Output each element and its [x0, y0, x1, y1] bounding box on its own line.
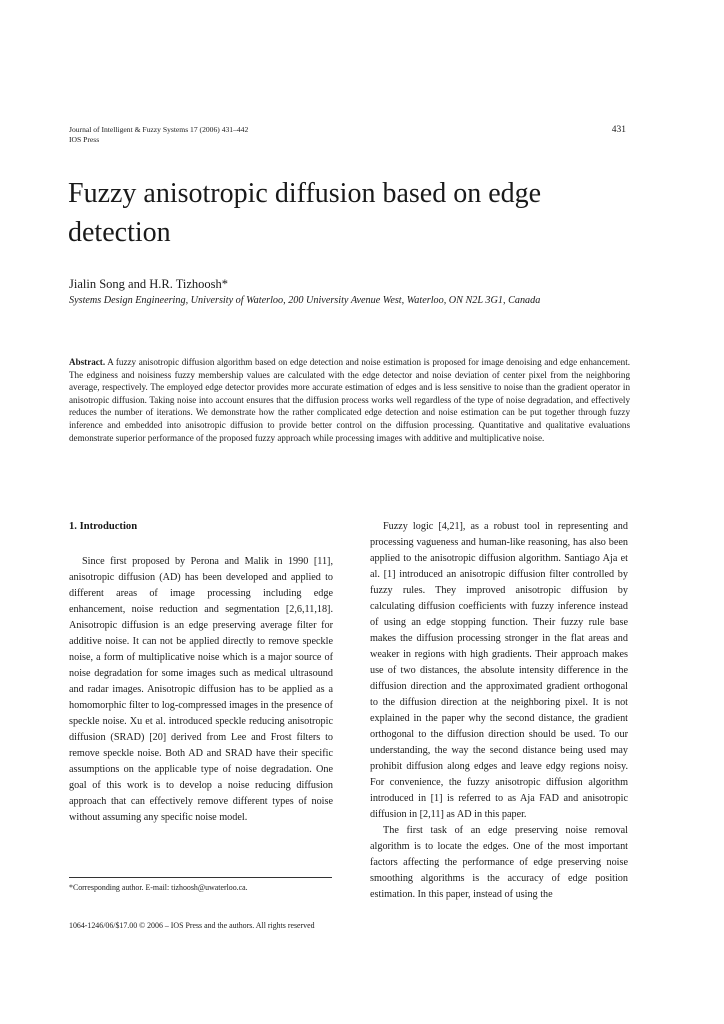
journal-header [69, 125, 248, 145]
publisher-name: IOS Press [69, 135, 100, 144]
copyright-notice: 1064-1246/06/$17.00 © 2006 – IOS Press and the authors. All rights reserved [69, 921, 315, 930]
abstract [69, 356, 630, 444]
paper-title: Fuzzy anisotropic diffusion based on edge detection [68, 178, 542, 248]
paragraph: The first task of an edge preserving noise removal algorithm is to locate the edges. One of the most important factors affecting the performance of edge preserving noise smoothing algorithms is the accuracy of edge position estimation. In this paper, instead of using the [370, 825, 628, 900]
footnote: *Corresponding author. E-mail: tizhoosh@uwaterloo.ca. [69, 883, 248, 892]
right-column [370, 519, 628, 903]
abstract-label: Abstract. [69, 357, 106, 367]
section-heading: 1. Introduction [69, 521, 138, 532]
author-affiliation: Systems Design Engineering, University of Waterloo, 200 University Avenue West, Waterloo, ON N2L 3G1, Canada [69, 295, 541, 306]
author-list: Jialin Song and H.R. Tizhoosh* [69, 277, 229, 291]
paragraph: Fuzzy logic [4,21], as a robust tool in representing and processing vagueness and human-like reasoning, has also been applied to the anisotropic diffusion algorithm. Santiago Aja et al. [1] introduced an anisotropic diffusion filter controlled by fuzzy rules. They improved anisotropic diffusion by calculating diffusion coefficients with fuzzy inference instead of using an edge stopping function. Their fuzzy rule base makes the diffusion processing stronger in the flat areas and weaker in regions with high gradients. Their approach makes use of two distances, the absolute intensity difference in the diffusion direction and the approximated gradient orthogonal to the diffusion direction at the neighboring pixel. It is not explained in the paper why the second distance, the gradient orthogonal to the diffusion direction should be used. To our understanding, the way the second distance being used may prohibit diffusion along edges and leave edgy regions noisy. For convenience, the fuzzy anisotropic diffusion algorithm introduced in [1] is referred to as Aja FAD and anisotropic diffusion in [2,11] as AD in this paper. [370, 521, 628, 820]
left-column [69, 554, 333, 826]
journal-citation: Journal of Intelligent & Fuzzy Systems 17 (2006) 431–442 [69, 125, 249, 134]
page-number: 431 [611, 125, 626, 135]
abstract-text: A fuzzy anisotropic diffusion algorithm based on edge detection and noise estimation is proposed for image denoising and edge enhancement. The edginess and noisiness fuzzy membership values are calculated with the edge detector and noise deviation of center pixel from the neighboring average, respectively. The employed edge detector provides more accurate estimation of edges and is less sensitive to noise than the gradient operator in anisotropic diffusion. Taking noise into account ensures that the diffusion process works well regardless of the type of noise degradation, and effectively reduces the number of iterations. We demonstrate how the rather complicated edge detection and noise estimation can be put together through fuzzy inference and embedded into anisotropic diffusion to provide better control on the diffusion processing. Quantitative and qualitative evaluations demonstrate superior performance of the proposed fuzzy approach while processing images with additive and multiplicative noise. [69, 357, 630, 443]
footnote-divider [69, 877, 332, 878]
paragraph: Since first proposed by Perona and Malik in 1990 [11], anisotropic diffusion (AD) has been developed and applied to different areas of image processing including edge enhancement, noise reduction and segmentation [2,6,11,18]. Anisotropic diffusion is an edge preserving average filter for additive noise. It can not be applied directly to remove speckle noise, a form of multiplicative noise which is a major source of noise degradation for some images such as medical ultrasound and radar images. Anisotropic diffusion has to be applied as a homomorphic filter to log-compressed images in the presence of speckle noise. Xu et al. introduced speckle reducing anisotropic diffusion (SRAD) [20] derived from Lee and Frost filters to remove speckle noise. Both AD and SRAD have their specific assumptions on the applicable type of noise degradation. One goal of this work is to develop a noise reducing diffusion approach that can effectively remove different types of noise without assuming any specific noise model. [69, 556, 333, 823]
